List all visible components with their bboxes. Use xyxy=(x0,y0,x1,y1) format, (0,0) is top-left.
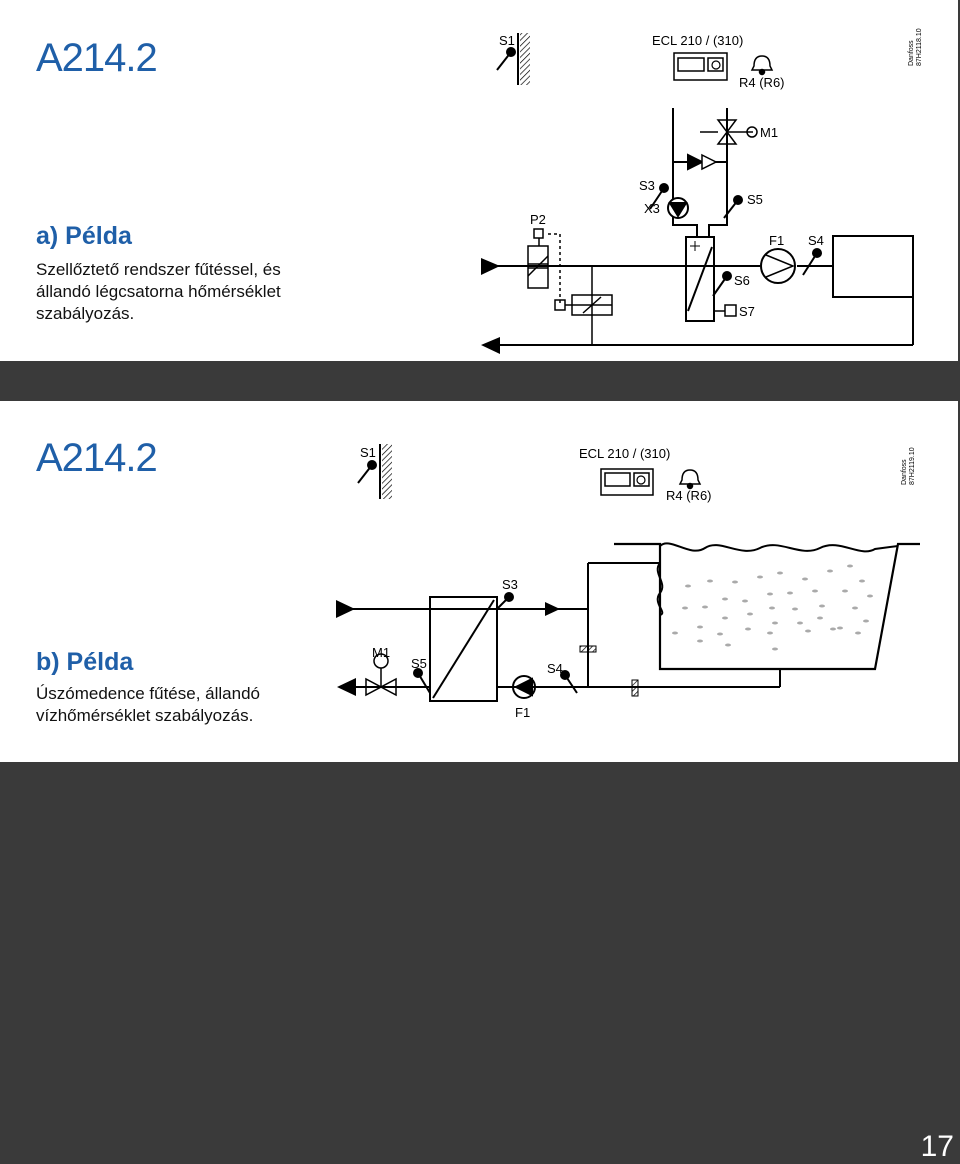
motor-valve-m1-icon xyxy=(366,654,396,695)
ventilation-diagram xyxy=(0,0,958,361)
alarm-bell-icon xyxy=(680,470,700,489)
water-dots xyxy=(672,565,873,651)
strainer-icon xyxy=(632,680,638,696)
sensor-s4-icon xyxy=(803,249,821,275)
label-s4: S4 xyxy=(808,233,824,248)
ecl-controller-icon xyxy=(674,53,727,80)
motor-valve-m1-icon xyxy=(700,120,757,144)
ecl-controller-icon xyxy=(601,469,653,495)
sensor-s3-icon xyxy=(497,593,513,609)
description-line: vízhőmérséklet szabályozás. xyxy=(36,706,254,725)
damper-p2-icon xyxy=(528,229,592,345)
pump-f1-icon xyxy=(513,676,535,698)
label-ecl: ECL 210 / (310) xyxy=(579,446,671,461)
strainer-icon xyxy=(580,646,596,652)
pool-heating-diagram xyxy=(0,401,958,762)
label-s7: S7 xyxy=(739,304,755,319)
diagram-title: A214.2 xyxy=(36,36,157,80)
sensor-s6-icon xyxy=(713,272,731,296)
sensor-s7-icon xyxy=(714,305,736,316)
example-heading: b) Példa xyxy=(36,648,134,676)
fan-f1-icon xyxy=(761,249,795,283)
label-m1: M1 xyxy=(760,125,779,140)
panel-example-b xyxy=(0,401,958,762)
heat-exchanger-icon xyxy=(430,597,497,701)
label-s6: S6 xyxy=(734,273,750,288)
example-heading: a) Példa xyxy=(36,222,132,250)
label-m1: M1 xyxy=(372,645,391,660)
frost-thermostat-icon xyxy=(555,295,612,315)
label-x3: X3 xyxy=(644,201,660,216)
sensor-s5-icon xyxy=(414,669,430,693)
check-valve-icon xyxy=(673,155,727,169)
panel-example-a xyxy=(0,0,958,361)
label-s1: S1 xyxy=(499,33,515,48)
swimming-pool-icon xyxy=(614,543,920,669)
label-ecl: ECL 210 / (310) xyxy=(652,33,744,48)
label-s3: S3 xyxy=(639,178,655,193)
room-box xyxy=(833,236,913,297)
label-drawing-code: 87H2118.10 xyxy=(916,28,923,66)
label-f1: F1 xyxy=(515,705,531,720)
label-s5: S5 xyxy=(411,656,427,671)
label-s5: S5 xyxy=(747,192,763,207)
description-line: állandó légcsatorna hőmérséklet xyxy=(36,282,281,301)
diagram-title: A214.2 xyxy=(36,436,157,480)
sensor-s4-icon xyxy=(561,671,577,693)
label-s3: S3 xyxy=(502,577,518,592)
label-drawing-code: 87H2119.10 xyxy=(909,447,916,485)
description-line: Szellőztető rendszer fűtéssel, és xyxy=(36,260,281,279)
description-line: Úszómedence fűtése, állandó xyxy=(36,684,260,703)
label-f1: F1 xyxy=(769,233,785,248)
page-number: 17 xyxy=(920,1130,954,1163)
label-danfoss: Danfoss xyxy=(901,459,908,485)
label-danfoss: Danfoss xyxy=(908,40,915,66)
label-s4: S4 xyxy=(547,661,563,676)
label-p2: P2 xyxy=(530,212,546,227)
label-r4: R4 (R6) xyxy=(739,75,785,90)
alarm-bell-icon xyxy=(752,56,772,75)
pump-x3-icon xyxy=(668,198,688,218)
heat-coil-icon xyxy=(686,237,714,321)
description-line: szabályozás. xyxy=(36,304,135,323)
label-s1: S1 xyxy=(360,445,376,460)
label-r4: R4 (R6) xyxy=(666,488,712,503)
